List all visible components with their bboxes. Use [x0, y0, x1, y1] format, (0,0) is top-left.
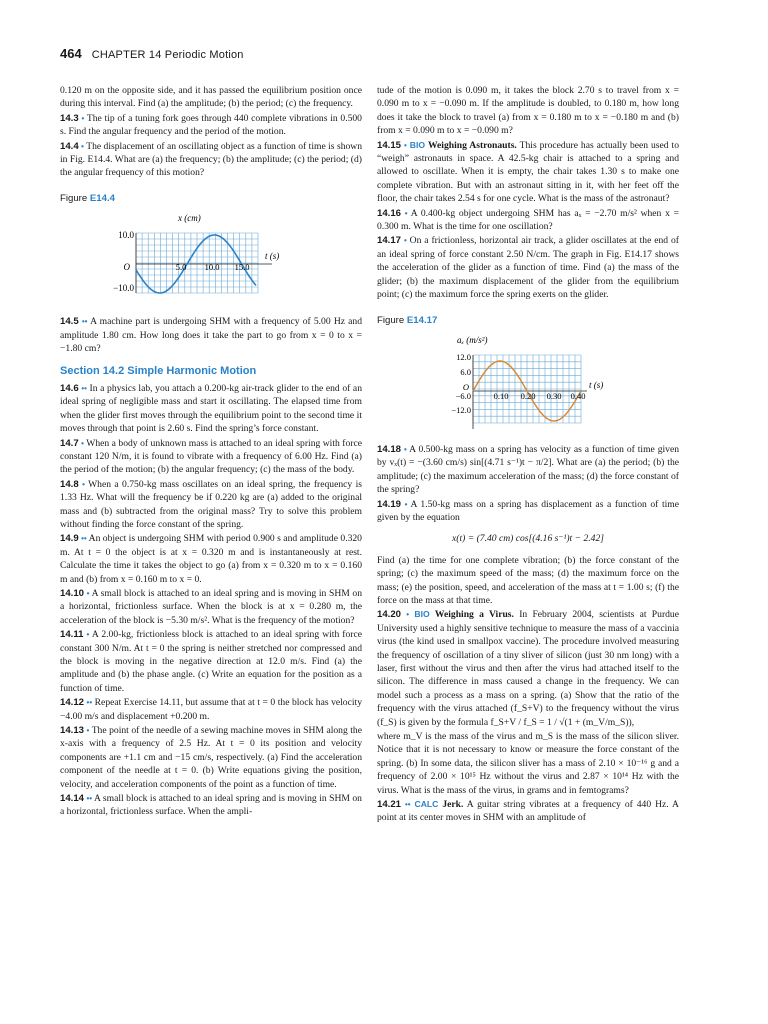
- exercise-14-11: 14.11 • A 2.00-kg, frictionless block is attached to an ideal spring with force constant 300 N/m. At t = 0 the spring is neither stretched nor compressed and the block is moving in the negative direction at 12.0 m/s. Find (a) the amplitude and (b) the phase angle. (c) Write an equation for the position as a function of time.: [60, 629, 363, 694]
- page-header: [60, 46, 244, 61]
- paragraph: 0.120 m on the opposite side, and it has passed the equilibrium position once during this interval. Find (a) the amplitude; (b) the period; (c) the frequency.: [60, 85, 362, 110]
- exercise-14-7: 14.7 • When a body of unknown mass is attached to an ideal spring with force constant 120 N/m, it is found to vibrate with a frequency of 6.00 Hz. Find (a) the period of the motion; (b) the angular frequency; (c) the mass of the body.: [60, 437, 362, 476]
- figure-e14-17-label: Figure E14.17: [377, 314, 438, 326]
- y-tick-label: 12.0: [456, 351, 471, 362]
- x-tick-label: 15.0: [234, 262, 250, 273]
- y-axis-label: x (cm): [178, 213, 201, 224]
- figure-e14-4-label: Figure E14.4: [60, 192, 115, 204]
- y-tick-label: −10.0: [113, 283, 134, 294]
- left-column: [60, 84, 362, 820]
- y-tick-label: 10.0: [118, 230, 134, 241]
- x-tick-label: 0.10: [493, 390, 509, 401]
- x-tick-label: 10.0: [204, 262, 220, 273]
- exercise-14-5: 14.5 •• A machine part is undergoing SHM with a frequency of 5.00 Hz and amplitude 1.80 cm. How long does it take the part to go from x = 0 to x = −1.80 cm?: [60, 316, 363, 355]
- figure-e14-17: [377, 333, 677, 437]
- equation: x(t) = (7.40 cm) cos[(4.16 s⁻¹)t − 2.42]: [452, 533, 604, 545]
- exercise-14-16: 14.16 • A 0.400-kg object undergoing SHM has aₓ = −2.70 m/s² when x = 0.300 m. What is the time for one oscillation?: [377, 207, 679, 233]
- y-tick-label: −12.0: [451, 404, 471, 415]
- section-heading: Section 14.2 Simple Harmonic Motion: [60, 365, 257, 378]
- paragraph: tude of the motion is 0.090 m, it takes the block 2.70 s to travel from x = 0.090 m to x = −0.090 m. If the amplitude is doubled, to 0.180 m, how long does it take the block to travel (a) from x = 0.180 m to x = −0.180 m and (b) from x = 0.090 m to x = −0.090 m?: [377, 85, 679, 137]
- x-axis-label: t (s): [265, 251, 280, 262]
- exercise-14-18: 14.18 • A 0.500-kg mass on a spring has velocity as a function of time given by vₓ(t) = −(3.60 cm/s) sin[(4.71 s⁻¹)t − π/2]. What are (a) the period; (b) the amplitude; (c) the maximum acceleration of the mass; (d) the force constant of the spring?: [377, 443, 680, 496]
- exercise-14-6: 14.6 •• In a physics lab, you attach a 0.200-kg air-track glider to the end of an ideal spring of negligible mass and start it oscillating. The elapsed time from when the glider first moves through the equilibrium point to the second time it moves through that point is 2.60 s. Find the spring’s force constant.: [60, 382, 362, 435]
- exercise-14-15: 14.15 • BIO Weighing Astronauts. This procedure has actually been used to “weigh” astronauts in space. A 42.5-kg chair is attached to a spring and allowed to oscillate. When it is empty, the chair takes 1.30 s to make one complete vibration. But with an astronaut sitting in it, with her feet off the floor, the chair takes 2.54 s for one cycle. What is the mass of the astronaut?: [377, 139, 680, 205]
- chapter-title: CHAPTER 14 Periodic Motion: [91, 49, 244, 61]
- x-tick-label: 0.30: [546, 390, 562, 401]
- figure-e14-4: [60, 211, 360, 311]
- paragraph: Find (a) the time for one complete vibration; (b) the force constant of the spring; (c) the maximum speed of the mass; (d) the maximum force on the mass; (e) the position, speed, and acceleration of the mass at t = 1.00 s; (f) the force on the mass at that time.: [377, 554, 679, 606]
- exercise-14-17: 14.17 • On a frictionless, horizontal air track, a glider oscillates at the end of an ideal spring of force constant 2.50 N/cm. The graph in Fig. E14.17 shows the acceleration of the glider as a function of time. Find (a) the mass of the glider; (b) the maximum displacement of the glider from the equilibrium point; (c) the maximum force the spring exerts on the glider.: [377, 235, 680, 301]
- exercise-14-21: 14.21 •• CALC Jerk. A guitar string vibrates at a frequency of 440 Hz. A point at its center moves in SHM with an amplitude of: [377, 799, 679, 824]
- exercise-14-10: 14.10 • A small block is attached to an ideal spring and is moving in SHM on a horizontal, frictionless surface. When the block is at x = 0.280 m, the acceleration of the block is −5.30 m/s². What is the frequency of the motion?: [60, 587, 363, 626]
- y-axis-label: aₓ (m/s²): [457, 334, 488, 345]
- y-tick-label: 6.0: [460, 366, 471, 377]
- page-number: 464: [60, 46, 82, 61]
- x-tick-label: 0.40: [570, 390, 586, 401]
- x-tick-label: 0.20: [520, 390, 536, 401]
- origin-label: O: [123, 262, 130, 273]
- exercise-14-3: 14.3 • The tip of a tuning fork goes through 440 complete vibrations in 0.500 s. Find the angular frequency and the period of the motion.: [60, 112, 362, 138]
- exercise-14-4: 14.4 • The displacement of an oscillating object as a function of time is shown in Fig. E14.4. What are (a) the frequency; (b) the amplitude; (c) the period; (d) the angular frequency of this motion?: [60, 140, 363, 179]
- y-tick-label: −6.0: [455, 390, 471, 401]
- x-tick-label: 5.0: [175, 262, 187, 273]
- exercise-14-9: 14.9 •• An object is undergoing SHM with period 0.900 s and amplitude 0.320 m. At t = 0 the object is at x = 0.320 m and is instantaneously at rest. Calculate the time it takes the object to go (a) from x = 0.320 m to x = 0.160 m and (b) from x = 0.160 m to x = 0.: [60, 533, 362, 585]
- exercise-14-8: 14.8 • When a 0.750-kg mass oscillates on an ideal spring, the frequency is 1.33 Hz. What will the frequency be if 0.220 kg are (a) added to the original mass and (b) subtracted from the original mass? Try to solve this problem without finding the force constant of the spring.: [60, 478, 362, 530]
- exercise-14-19: 14.19 • A 1.50-kg mass on a spring has displacement as a function of time given by the equation: [377, 498, 679, 523]
- paragraph: where m_V is the mass of the virus and m_S is the mass of the silicon sliver. Notice that it is not necessary to know or measure the force constant of the spring. (b) In some data, the silicon sliver has a mass of 2.10 × 10⁻¹⁶ g and a frequency of 2.00 × 10¹⁵ Hz without the virus and 2.87 × 10¹⁴ Hz with the virus. What is the mass of the virus, in grams and in femtograms?: [377, 731, 679, 796]
- x-axis-label: t (s): [589, 379, 604, 390]
- exercise-14-14: 14.14 •• A small block is attached to an ideal spring and is moving in SHM on a horizontal, frictionless surface. When the ampli-: [60, 793, 362, 818]
- exercise-14-13: 14.13 • The point of the needle of a sewing machine moves in SHM along the x-axis with a frequency of 2.5 Hz. At t = 0 its position and velocity components are +1.1 cm and −15 cm/s, respectively. (a) Find the acceleration component of the needle at t = 0. (b) Write equations giving the position, velocity, and acceleration components of the point as a function of time.: [60, 725, 362, 790]
- origin-label: O: [462, 381, 469, 392]
- exercise-14-20: 14.20 • BIO Weighing a Virus. In February 2004, scientists at Purdue University used a highly sensitive technique to measure the mass of a vaccinia virus (the kind used in smallpox vaccine). The procedure involved measuring the frequency of oscillation of a tiny sliver of silicon (just 30 nm long) with a laser, first without the virus and then after the virus had attached itself to the silicon. The difference in mass caused a change in the frequency. We can model such a process as a mass on a spring. (a) Show that the ratio of the frequency with the virus attached (f_S+V) to the frequency without the virus (f_S) is given by the formula f_S+V / f_S = 1 / √(1 + (m_V/m_S)),: [377, 609, 679, 728]
- exercise-14-12: 14.12 •• Repeat Exercise 14.11, but assume that at t = 0 the block has velocity −4.00 m/s and displacement +0.200 m.: [60, 697, 362, 722]
- right-column: [377, 84, 679, 826]
